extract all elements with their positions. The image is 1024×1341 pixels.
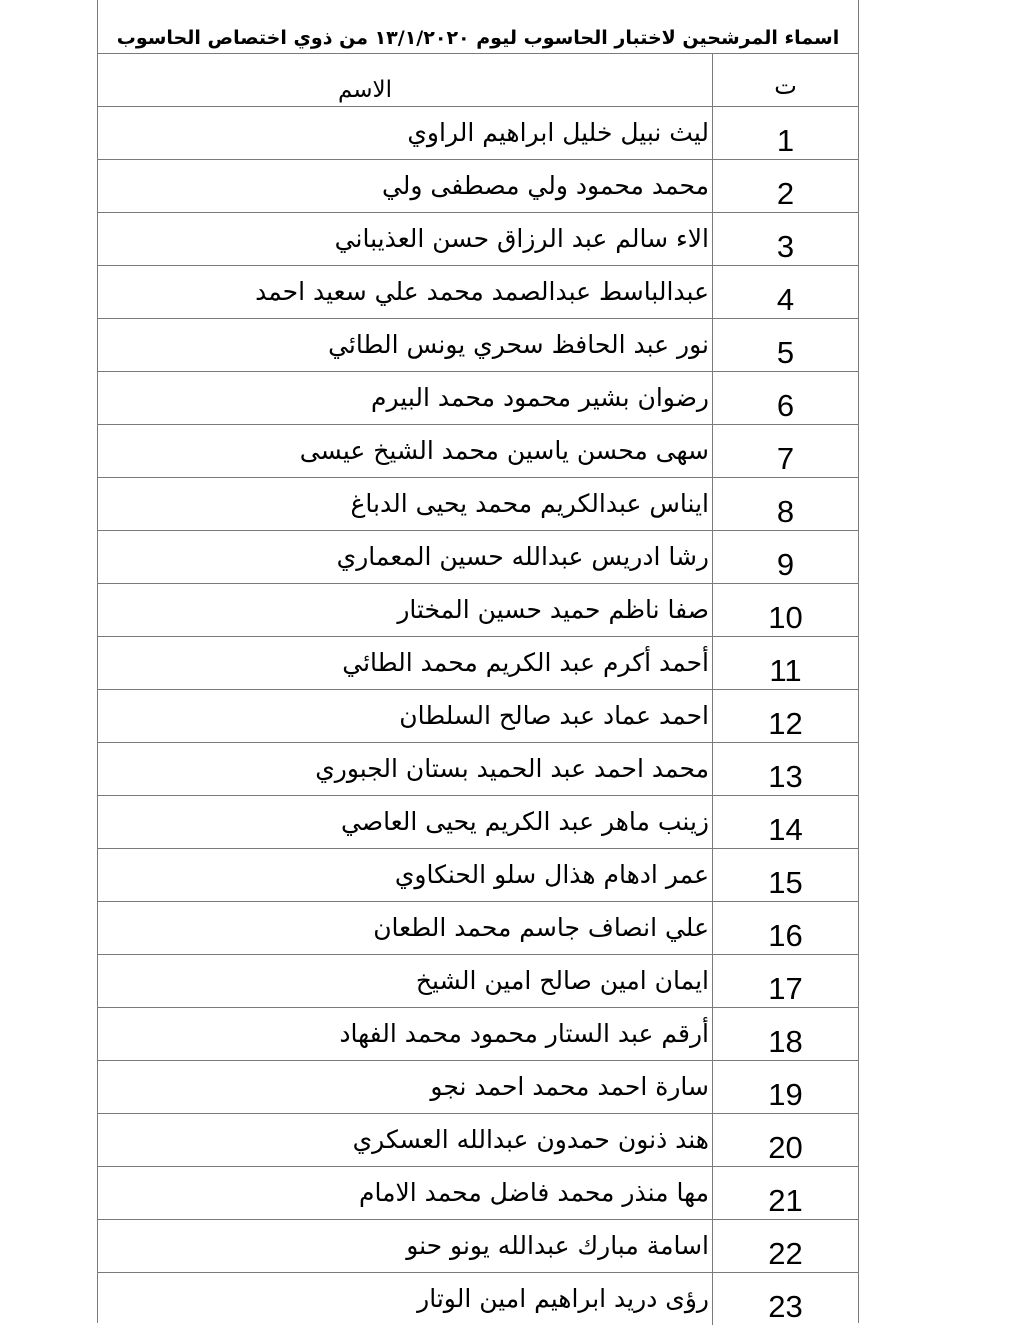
- table-row: [98, 266, 858, 319]
- table-header-row: [98, 54, 858, 107]
- table-row: [98, 107, 858, 160]
- candidate-name: رضوان بشير محمود محمد البيرم: [98, 372, 713, 424]
- candidate-number: 16: [768, 918, 803, 953]
- candidate-number: 13: [768, 759, 803, 794]
- candidate-name: احمد عماد عبد صالح السلطان: [98, 690, 713, 742]
- candidate-name: محمد احمد عبد الحميد بستان الجبوري: [98, 743, 713, 795]
- candidate-name: زينب ماهر عبد الكريم يحيى العاصي: [98, 796, 713, 848]
- table-row: [98, 690, 858, 743]
- candidate-number: 9: [776, 547, 795, 582]
- header-name: [98, 54, 713, 106]
- candidate-number: 14: [768, 812, 803, 847]
- candidate-name: أرقم عبد الستار محمود محمد الفهاد: [98, 1008, 713, 1060]
- table-row: [98, 955, 858, 1008]
- candidate-name: اسامة مبارك عبدالله يونو حنو: [98, 1220, 713, 1272]
- table-row: [98, 902, 858, 955]
- candidate-name: سارة احمد محمد احمد نجو: [98, 1061, 713, 1113]
- document-sheet: [97, 0, 859, 1323]
- candidate-number: 18: [768, 1024, 803, 1059]
- table-row: [98, 478, 858, 531]
- candidate-name: عبدالباسط عبدالصمد محمد علي سعيد احمد: [98, 266, 713, 318]
- candidate-name: الاء سالم عبد الرزاق حسن العذيباني: [98, 213, 713, 265]
- candidate-name: علي انصاف جاسم محمد الطعان: [98, 902, 713, 954]
- candidate-number: 5: [776, 335, 795, 370]
- table-row: [98, 1220, 858, 1273]
- document-title: اسماء المرشحين لاختبار الحاسوب ليوم ١٣/١/٢٠٢٠ من ذوي اختصاص الحاسوب: [98, 0, 858, 54]
- header-name-label: الاسم: [337, 77, 393, 103]
- candidate-name: رشا ادريس عبدالله حسين المعماري: [98, 531, 713, 583]
- candidate-name: ايناس عبدالكريم محمد يحيى الدباغ: [98, 478, 713, 530]
- candidate-number: 2: [776, 176, 795, 211]
- candidate-name: أحمد أكرم عبد الكريم محمد الطائي: [98, 637, 713, 689]
- candidate-number: 17: [768, 971, 803, 1006]
- candidate-name: سهى محسن ياسين محمد الشيخ عيسى: [98, 425, 713, 477]
- candidate-number: 1: [776, 123, 795, 158]
- candidate-number: 23: [768, 1289, 803, 1324]
- table-row: [98, 1061, 858, 1114]
- candidate-number: 21: [768, 1183, 803, 1218]
- table-row: [98, 213, 858, 266]
- candidate-number: 12: [768, 706, 803, 741]
- table-row: [98, 425, 858, 478]
- candidate-name: ليث نبيل خليل ابراهيم الراوي: [98, 107, 713, 159]
- candidates-table: [98, 54, 858, 1326]
- header-number: ت: [774, 72, 797, 100]
- candidate-name: محمد محمود ولي مصطفى ولي: [98, 160, 713, 212]
- candidate-name: رؤى دريد ابراهيم امين الوتار: [98, 1273, 713, 1325]
- table-row: [98, 1167, 858, 1220]
- candidate-number: 10: [768, 600, 803, 635]
- candidate-number: 20: [768, 1130, 803, 1165]
- candidate-number: 6: [776, 388, 795, 423]
- table-row: [98, 584, 858, 637]
- table-row: [98, 796, 858, 849]
- candidate-name: ايمان امين صالح امين الشيخ: [98, 955, 713, 1007]
- table-row: [98, 1008, 858, 1061]
- candidate-name: مها منذر محمد فاضل محمد الامام: [98, 1167, 713, 1219]
- table-row: [98, 637, 858, 690]
- candidate-number: 8: [776, 494, 795, 529]
- table-row: [98, 849, 858, 902]
- candidate-name: هند ذنون حمدون عبدالله العسكري: [98, 1114, 713, 1166]
- table-row: [98, 160, 858, 213]
- table-row: [98, 319, 858, 372]
- table-row: [98, 531, 858, 584]
- candidate-number: 11: [769, 653, 802, 688]
- candidate-name: عمر ادهام هذال سلو الحنكاوي: [98, 849, 713, 901]
- table-row: [98, 1273, 858, 1326]
- table-row: [98, 1114, 858, 1167]
- candidate-number: 4: [776, 282, 795, 317]
- candidate-number: 22: [768, 1236, 803, 1271]
- candidate-number: 15: [768, 865, 803, 900]
- candidate-number: 3: [776, 229, 795, 264]
- table-row: [98, 743, 858, 796]
- candidate-number: 19: [768, 1077, 803, 1112]
- candidate-name: صفا ناظم حميد حسين المختار: [98, 584, 713, 636]
- table-row: [98, 372, 858, 425]
- table-body: [98, 107, 858, 1326]
- candidate-name: نور عبد الحافظ سحري يونس الطائي: [98, 319, 713, 371]
- candidate-number: 7: [776, 441, 795, 476]
